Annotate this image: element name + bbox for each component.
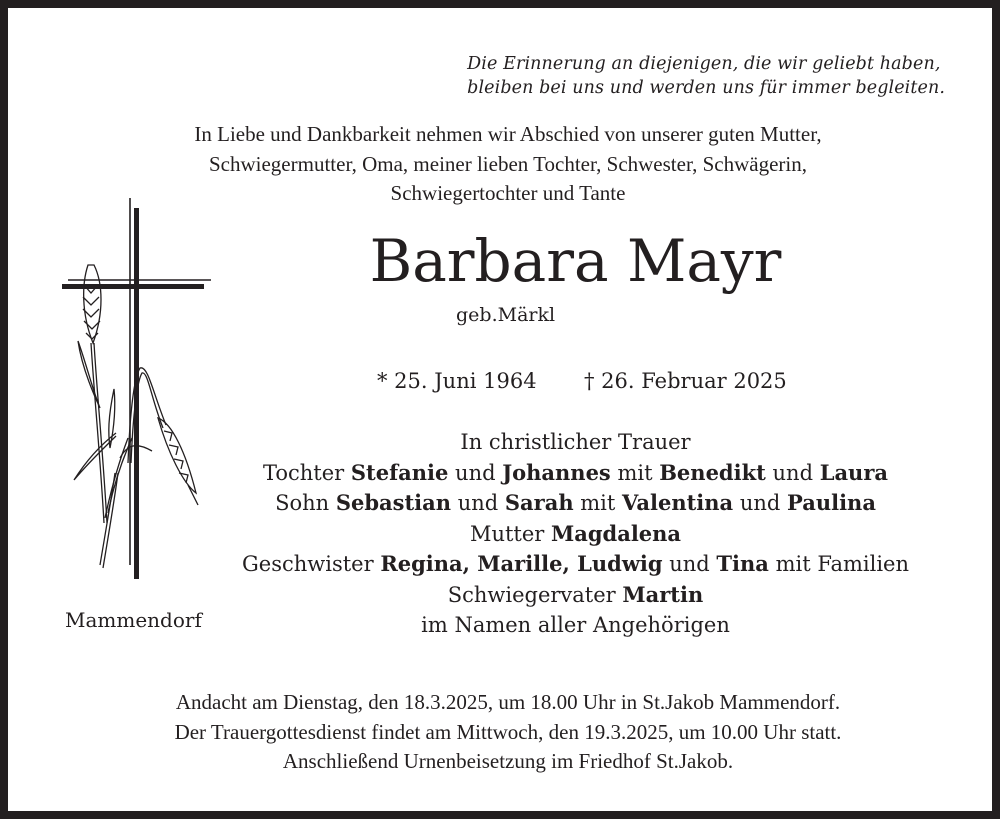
deceased-name: Barbara Mayr (369, 227, 782, 295)
mourner-relation: und (765, 460, 820, 485)
memorial-quote (467, 52, 945, 100)
service-line: Anschließend Urnenbeisetzung im Friedhof St.Jakob. (282, 749, 734, 773)
mourner-relation: Geschwister (241, 552, 381, 577)
mourners-closing: im Namen aller Angehörigen (421, 612, 730, 637)
intro-line: In Liebe und Dankbarkeit nehmen wir Abschied von unserer guten Mutter, (194, 122, 822, 146)
mourner-row (8, 488, 1000, 519)
mourner-name: Martin (622, 581, 704, 607)
mourner-name: Stefanie (350, 459, 449, 485)
quote-line: Die Erinnerung an diejenigen, die wir geliebt haben, (467, 54, 941, 74)
mourner-relation: und (451, 491, 505, 516)
mourner-name: Valentina (622, 490, 734, 516)
mourner-name: Paulina (787, 490, 876, 516)
mourner-relation: und (662, 552, 717, 577)
mourner-relation: und (733, 491, 787, 516)
service-line: Andacht am Dienstag, den 18.3.2025, um 18.00 Uhr in St.Jakob Mammendorf. (175, 690, 841, 714)
mourners-heading: In christlicher Trauer (460, 430, 691, 454)
mourner-relation: mit Familien (768, 552, 910, 577)
mourner-relation: mit (573, 491, 623, 516)
mourner-name: Magdalena (551, 520, 682, 546)
mourner-row (8, 549, 1000, 580)
mourner-name: Sarah (504, 490, 574, 516)
mourner-name: Benedikt (659, 459, 766, 485)
place-name: Mammendorf (65, 608, 202, 632)
mourner-name: Laura (819, 459, 888, 485)
mourner-relation: und (448, 460, 503, 485)
mourner-name: Tina (716, 551, 769, 577)
mourner-relation: mit (610, 460, 660, 485)
birth-name: geb.Märkl (456, 304, 556, 326)
intro-line: Schwiegertochter und Tante (390, 181, 626, 205)
mourner-relation: Schwiegervater (447, 582, 623, 607)
mourner-row (8, 580, 1000, 611)
quote-line: bleiben bei uns und werden uns für immer begleiten. (467, 78, 945, 98)
mourner-row (8, 458, 1000, 489)
service-line: Der Trauergottesdienst findet am Mittwoch, den 19.3.2025, um 10.00 Uhr statt. (174, 719, 842, 744)
mourner-relation: Tochter (263, 460, 351, 485)
mourner-relation: Sohn (275, 491, 336, 516)
intro-line: Schwiegermutter, Oma, meiner lieben Tochter, Schwester, Schwägerin, (208, 151, 807, 176)
mourner-name: Johannes (502, 459, 611, 485)
service-details (8, 688, 1000, 777)
mourner-name: Sebastian (335, 490, 452, 516)
mourner-name: Regina, Marille, Ludwig (380, 551, 663, 577)
birth-date: * 25. Juni 1964 (377, 369, 537, 393)
mourner-relation: Mutter (469, 521, 551, 546)
mourner-row (8, 519, 1000, 550)
death-date: † 26. Februar 2025 (584, 369, 787, 393)
